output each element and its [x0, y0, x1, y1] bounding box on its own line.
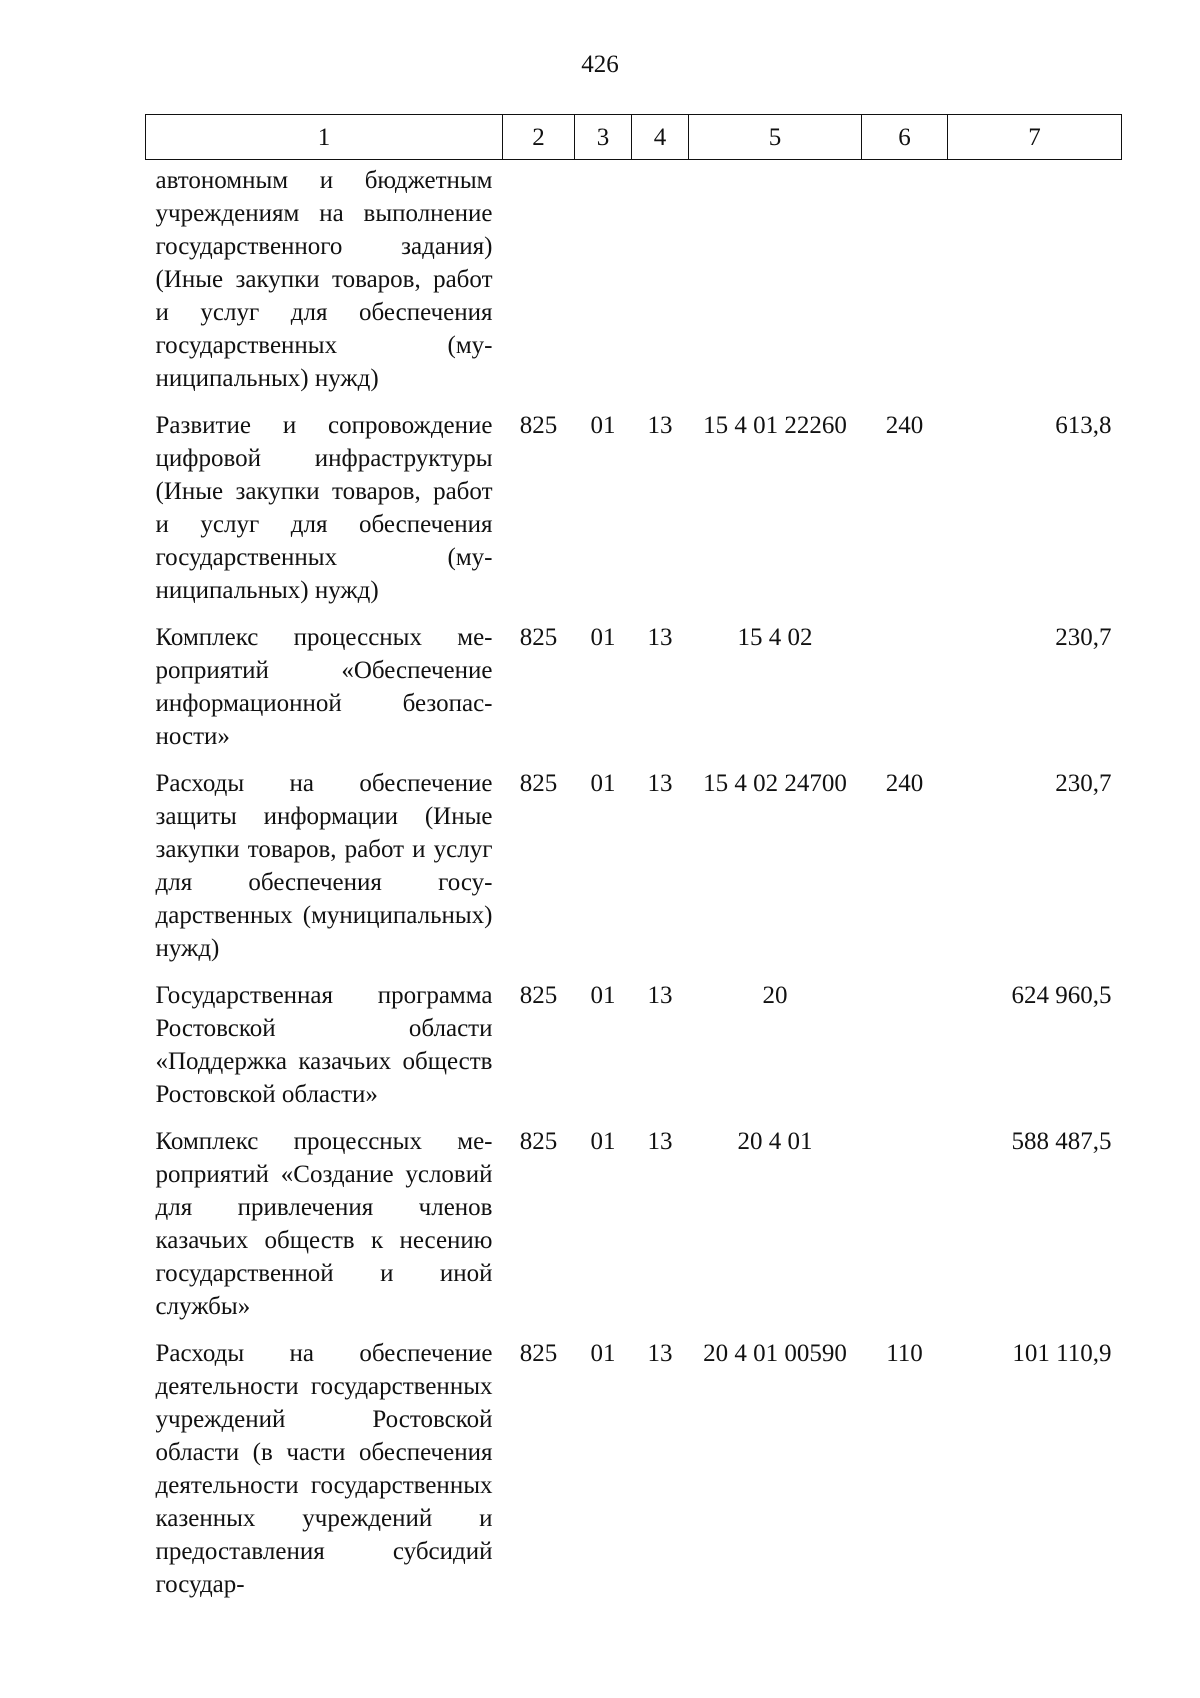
- row-section: 01: [590, 770, 616, 797]
- row-expense-type: 110: [886, 1340, 923, 1367]
- table-row: [146, 621, 1122, 767]
- budget-table: [145, 114, 1122, 1615]
- row-amount: [948, 160, 1122, 410]
- row-description: Развитие и сопровождение цифровой инфраструктуры (Иные закупки товаров, работ и услуг для обеспечения государственных (муниципальных) нужд): [155, 412, 493, 604]
- header-cell: 3: [575, 115, 632, 160]
- row-target-code: [689, 160, 862, 410]
- row-subsection: [632, 160, 689, 410]
- row-expense-type: [862, 160, 948, 410]
- header-cell: 1: [146, 115, 503, 160]
- table-row: [146, 1337, 1122, 1615]
- row-amount: 230,7: [1055, 624, 1112, 651]
- table-row: [146, 979, 1122, 1125]
- row-description: Государственная программа Ростовской области «Поддержка казачьих обществ Ростовской области»: [155, 982, 493, 1108]
- header-cell: 7: [948, 115, 1122, 160]
- row-description: Комплекс процессных мероприятий «Обеспечение информационной безопасности»: [155, 624, 493, 750]
- row-target-code: 20: [762, 982, 788, 1009]
- header-cell: 2: [503, 115, 575, 160]
- row-section: 01: [590, 1340, 616, 1367]
- row-section: 01: [590, 1128, 616, 1155]
- row-amount: 613,8: [1055, 412, 1112, 439]
- row-amount: 588 487,5: [1011, 1128, 1112, 1155]
- table-row: [146, 409, 1122, 621]
- row-description: Комплекс процессных мероприятий «Создание условий для привлечения членов казачьих обществ к несению государственной и иной службы»: [155, 1128, 493, 1320]
- row-expense-type: 240: [885, 412, 924, 439]
- row-subsection: 13: [647, 982, 673, 1009]
- row-subsection: 13: [647, 624, 673, 651]
- row-target-code: 15 4 02 24700: [703, 770, 847, 797]
- row-target-code: 20 4 01: [737, 1128, 813, 1155]
- row-section: 01: [590, 982, 616, 1009]
- row-subsection: 13: [647, 1340, 673, 1367]
- row-amount: 624 960,5: [1011, 982, 1112, 1009]
- header-cell: 6: [862, 115, 948, 160]
- row-target-code: 15 4 02: [737, 624, 813, 651]
- row-ministry: 825: [519, 412, 558, 439]
- row-ministry: 825: [519, 770, 558, 797]
- table-row: [146, 1125, 1122, 1337]
- row-description: автономным и бюджетным учреждениям на выполнение государственного задания) (Иные закупки товаров, работ и услуг для обеспечения государственных (муниципальных) нужд): [155, 167, 493, 392]
- row-ministry: 825: [519, 1128, 558, 1155]
- row-expense-type: [862, 1125, 948, 1337]
- row-section: [575, 160, 632, 410]
- row-description: Расходы на обеспечение защиты информации (Иные закупки товаров, работ и услуг для обеспечения государственных (муниципальных) нужд): [155, 770, 493, 962]
- row-subsection: 13: [647, 412, 673, 439]
- row-expense-type: [862, 621, 948, 767]
- row-subsection: 13: [647, 770, 673, 797]
- header-cell: 5: [689, 115, 862, 160]
- row-ministry: 825: [519, 982, 558, 1009]
- page-number: 426: [581, 51, 619, 78]
- row-target-code: 20 4 01 00590: [703, 1340, 847, 1367]
- row-section: 01: [590, 624, 616, 651]
- row-ministry: 825: [519, 624, 558, 651]
- row-amount: 101 110,9: [1012, 1340, 1112, 1367]
- row-description: Расходы на обеспечение деятельности государственных учреждений Ростовской области (в части обеспечения деятельности государственных казенных учреждений и предоставления субсидий государ-: [155, 1340, 493, 1598]
- header-row: [146, 115, 1122, 160]
- row-subsection: 13: [647, 1128, 673, 1155]
- table-row: [146, 160, 1122, 410]
- row-expense-type: 240: [885, 770, 924, 797]
- header-cell: 4: [632, 115, 689, 160]
- table-row: [146, 767, 1122, 979]
- row-section: 01: [590, 412, 616, 439]
- row-ministry: 825: [519, 1340, 558, 1367]
- row-ministry: [503, 160, 575, 410]
- row-amount: 230,7: [1055, 770, 1112, 797]
- row-expense-type: [862, 979, 948, 1125]
- row-target-code: 15 4 01 22260: [703, 412, 847, 439]
